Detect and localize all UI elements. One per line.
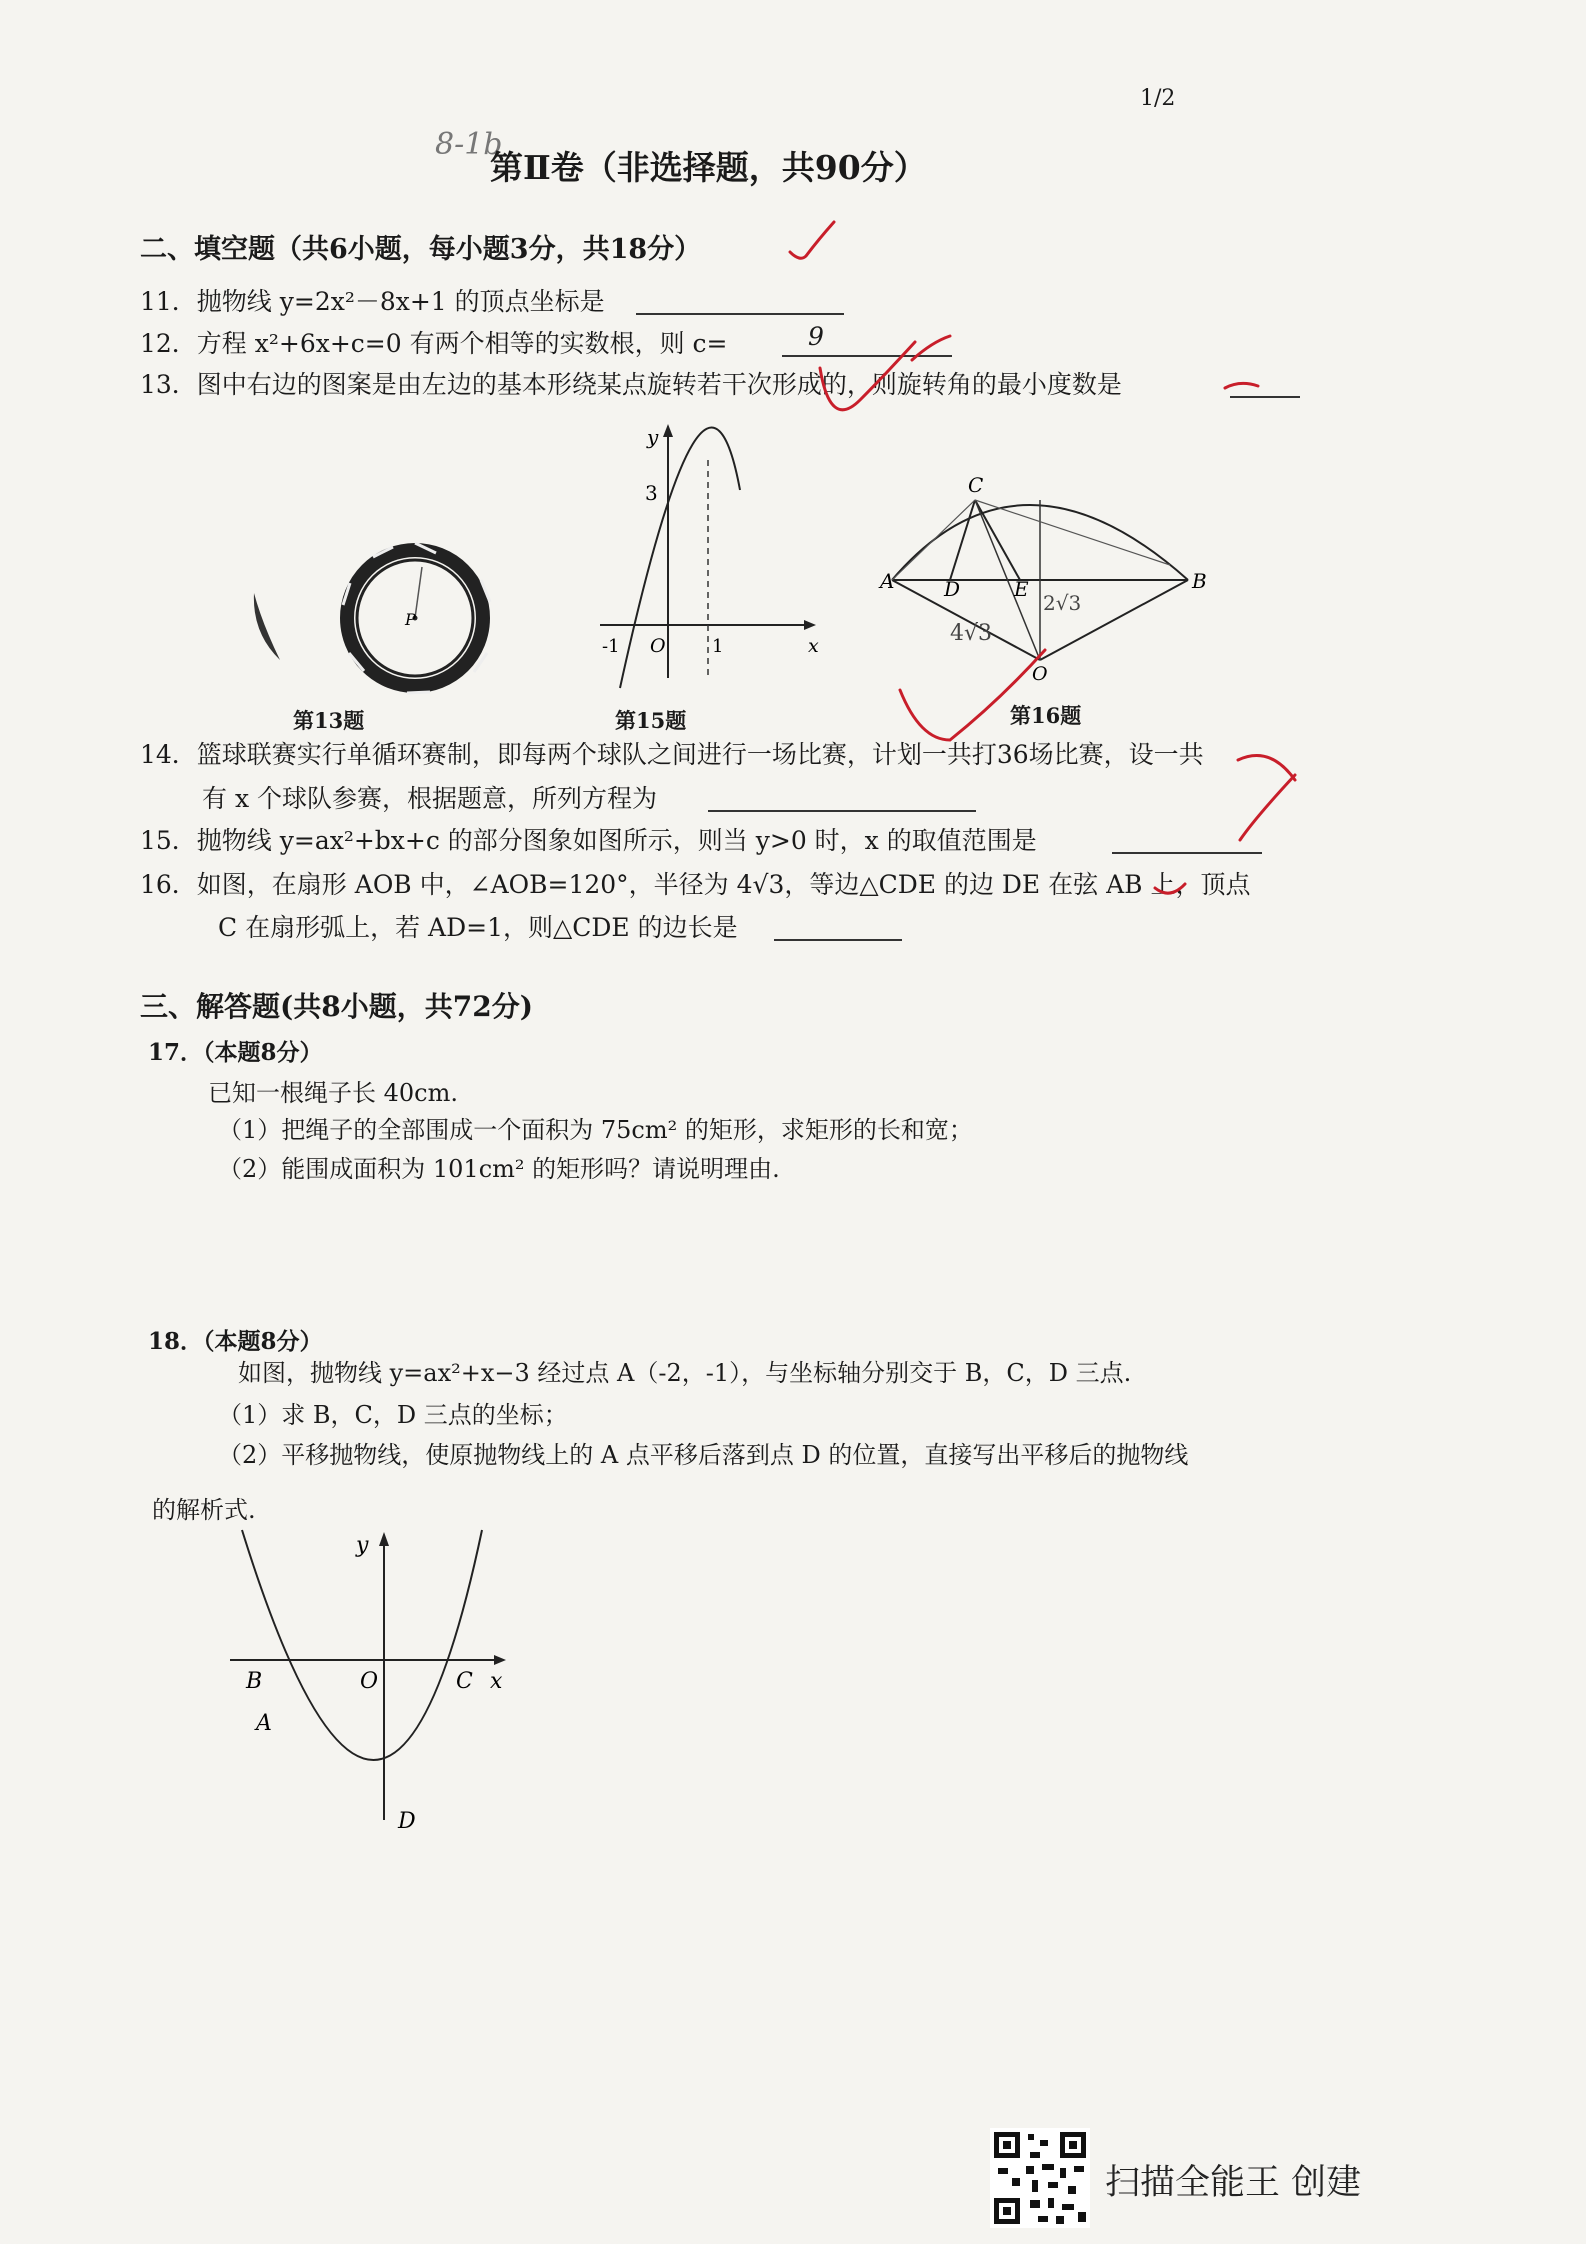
svg-text:C: C (968, 473, 984, 497)
svg-text:E: E (1014, 577, 1029, 601)
svg-text:D: D (944, 577, 961, 601)
q17-part2: （2）能围成面积为 101cm² 的矩形吗？请说明理由. (218, 1155, 780, 1183)
q16-line2: C 在扇形弧上，若 AD=1，则△CDE 的边长是 (218, 913, 738, 942)
svg-text:O: O (650, 635, 666, 657)
scanner-watermark: 扫描全能王 创建 (1105, 2163, 1362, 2203)
q18-header: 18．（本题8分） (148, 1328, 323, 1355)
q14-line1: 14．篮球联赛实行单循环赛制，即每两个球队之间进行一场比赛，计划一共打36场比赛，设一共 (140, 740, 1204, 769)
q18-part2: （2）平移抛物线，使原抛物线上的 A 点平移后落到点 D 的位置，直接写出平移后的抛物线 (218, 1441, 1189, 1469)
part-title: 第Ⅱ卷（非选择题，共90分） (490, 148, 927, 187)
svg-text:B: B (1192, 569, 1207, 593)
q16-line1: 16．如图，在扇形 AOB 中，∠AOB=120°，半径为 4√3，等边△CDE 的边 DE 在弦 AB 上，顶点 (140, 870, 1251, 899)
svg-text:x: x (490, 1669, 503, 1694)
svg-text:x: x (808, 635, 819, 657)
svg-text:1: 1 (712, 636, 724, 657)
pencil-note: 8-1b (435, 127, 503, 162)
q18-intro: 如图，抛物线 y=ax²+x−3 经过点 A（-2，-1），与坐标轴分别交于 B，C，D 三点. (238, 1359, 1132, 1387)
svg-text:-1: -1 (602, 636, 620, 657)
corner-mark: 1/2 (1140, 86, 1176, 111)
q17-intro: 已知一根绳子长 40cm. (208, 1079, 458, 1107)
fig15-caption: 第15题 (615, 708, 687, 733)
svg-text:3: 3 (645, 481, 658, 505)
q11: 11．抛物线 y=2x²－8x+1 的顶点坐标是 (140, 287, 605, 316)
q12: 12．方程 x²+6x+c=0 有两个相等的实数根，则 c= (140, 329, 728, 358)
section3-heading: 三、解答题(共8小题，共72分) (140, 990, 533, 1023)
svg-text:2√3: 2√3 (1043, 591, 1082, 615)
svg-text:O: O (1032, 663, 1048, 685)
fig13-caption: 第13题 (293, 708, 365, 733)
svg-text:4√3: 4√3 (950, 621, 993, 646)
q18-part1: （1）求 B，C，D 三点的坐标； (218, 1401, 568, 1429)
svg-text:A: A (256, 1711, 272, 1736)
q18-part2-cont: 的解析式. (152, 1496, 256, 1524)
svg-text:B: B (246, 1669, 263, 1694)
section2-heading: 二、填空题（共6小题，每小题3分，共18分） (140, 234, 702, 265)
svg-text:y: y (356, 1533, 369, 1558)
q12-answer: 9 (808, 322, 824, 351)
fig13-p: P (405, 610, 416, 629)
q13: 13．图中右边的图案是由左边的基本形绕某点旋转若干次形成的，则旋转角的最小度数是 (140, 370, 1122, 399)
fig16-caption: 第16题 (1010, 703, 1082, 728)
svg-text:O: O (360, 1669, 379, 1694)
svg-text:C: C (456, 1669, 473, 1694)
q14-line2: 有 x 个球队参赛，根据题意，所列方程为 (202, 784, 657, 813)
svg-text:A: A (880, 569, 895, 593)
svg-text:y: y (647, 425, 659, 449)
q17-part1: （1）把绳子的全部围成一个面积为 75cm² 的矩形，求矩形的长和宽； (218, 1116, 973, 1144)
qr-code (990, 2128, 1090, 2228)
q17-header: 17．（本题8分） (148, 1039, 323, 1066)
svg-text:D: D (398, 1809, 416, 1834)
q15: 15．抛物线 y=ax²+bx+c 的部分图象如图所示，则当 y>0 时，x 的取值范围是 (140, 826, 1037, 855)
